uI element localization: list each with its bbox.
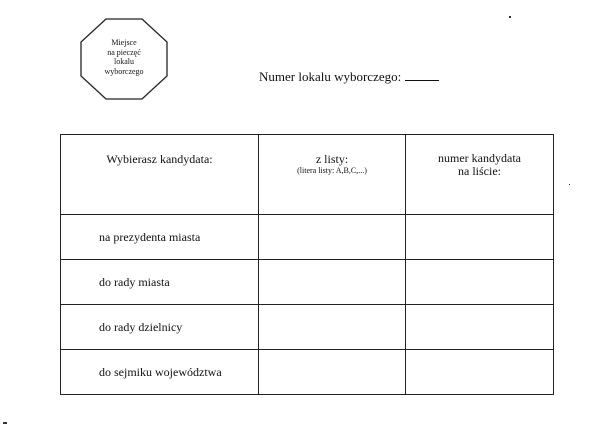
scan-speck [509,16,511,18]
polling-station-label: Numer lokalu wyborczego: [259,69,402,84]
stamp-line-2: na pieczęć [107,47,141,57]
stamp-line-4: wyborczego [104,66,144,76]
row-label-city-council: do rady miasta [61,260,259,305]
candidate-number-cell-city-council[interactable] [406,260,554,305]
stamp-line-1: Miejsce [111,38,137,47]
header-candidate-number [406,135,554,215]
header-number-line-1: numer kandydata [438,151,521,165]
stamp-placeholder-text [80,38,168,76]
row-label-regional-assembly: do sejmiku województwa [61,350,259,395]
table-row [61,350,554,395]
scan-speck [569,184,570,185]
table-header-row [61,135,554,215]
table-row [61,305,554,350]
stamp-placeholder [80,18,168,100]
header-list-hint: (litera listy: A,B,C,...) [297,166,367,175]
list-letter-cell-district-council[interactable] [259,305,406,350]
scan-speck [3,422,7,424]
list-letter-cell-city-council[interactable] [259,260,406,305]
header-number-line-2: na liście: [458,164,501,178]
row-label-mayor: na prezydenta miasta [61,215,259,260]
candidate-number-cell-district-council[interactable] [406,305,554,350]
list-letter-cell-mayor[interactable] [259,215,406,260]
header-list-letter [259,135,406,215]
header-choose-candidate: Wybierasz kandydata: [61,135,259,215]
polling-station-blank-field[interactable] [405,69,439,81]
polling-station-number [259,69,439,85]
stamp-line-3: lokalu [114,57,134,66]
row-label-district-council: do rady dzielnicy [61,305,259,350]
candidate-number-cell-mayor[interactable] [406,215,554,260]
candidate-number-cell-regional-assembly[interactable] [406,350,554,395]
table-row [61,260,554,305]
table-row [61,215,554,260]
list-letter-cell-regional-assembly[interactable] [259,350,406,395]
header-list-title: z listy: [315,152,349,166]
candidate-selection-table [60,134,554,395]
